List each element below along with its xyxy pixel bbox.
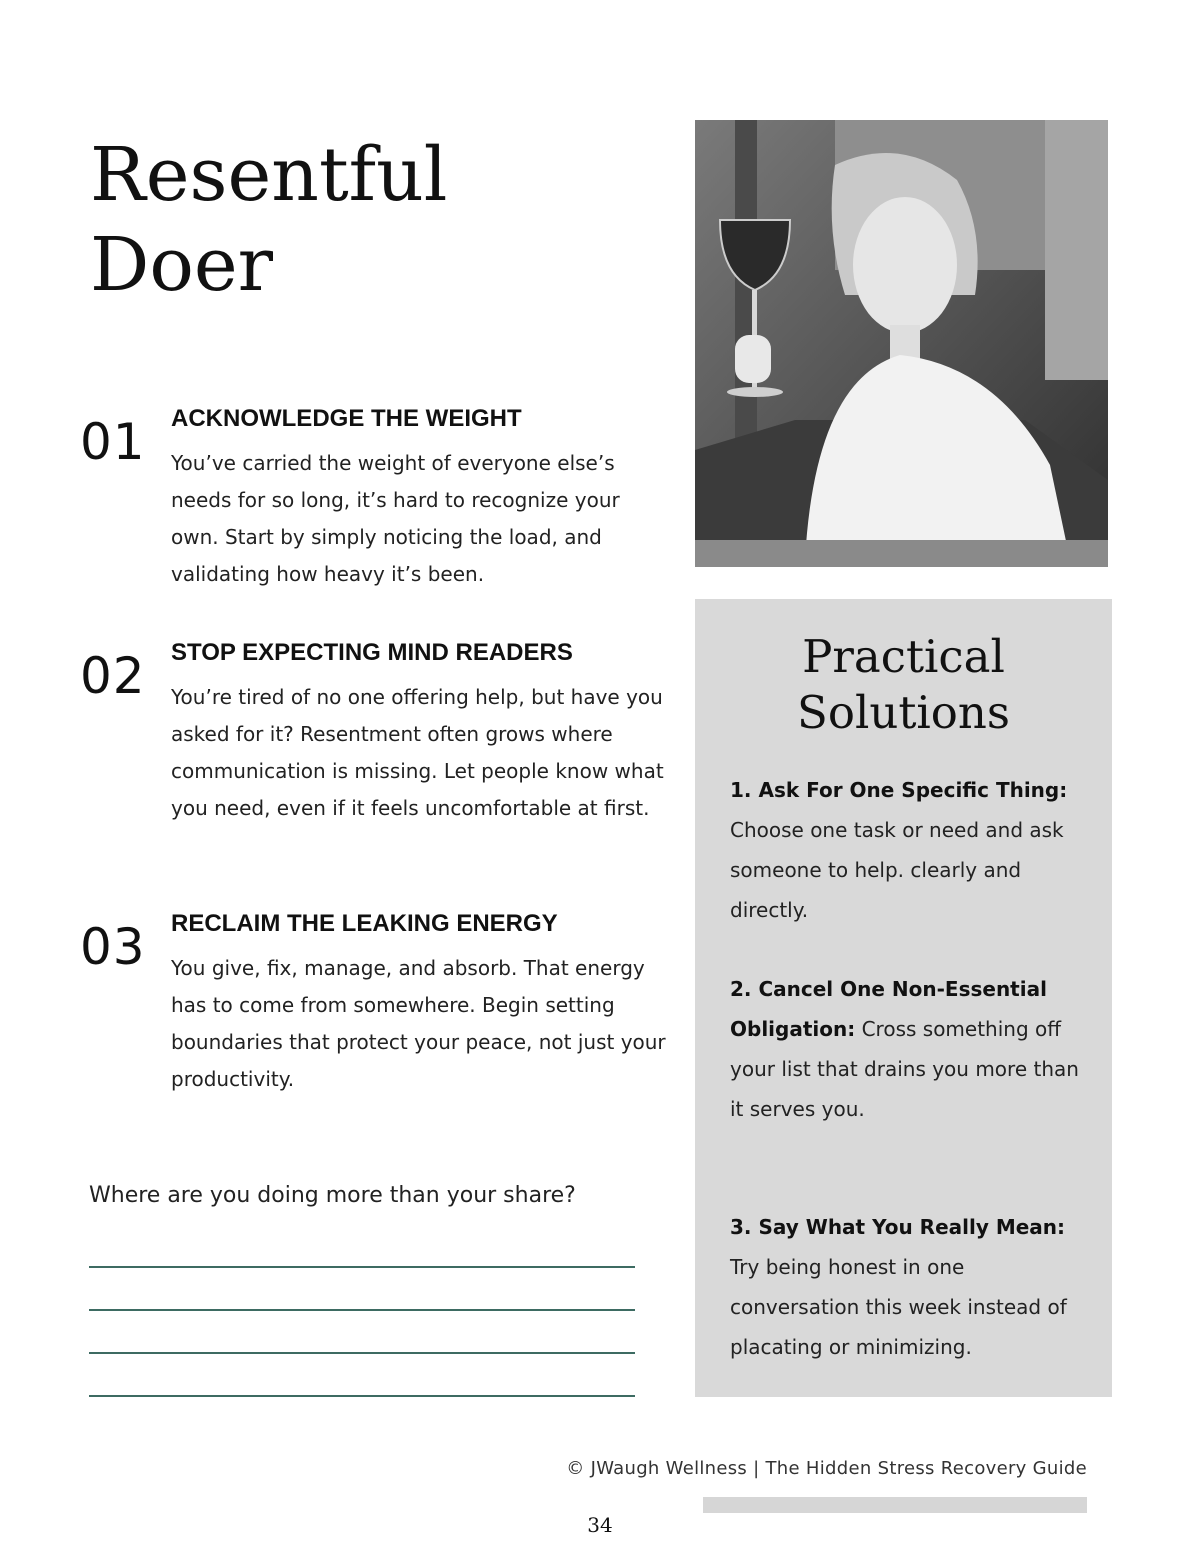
solution-text: Cross something off your list that drains you more than it serves you. <box>730 1017 1079 1121</box>
footer-bar <box>703 1497 1087 1513</box>
footer-copyright: © JWaugh Wellness | The Hidden Stress Recovery Guide <box>566 1458 1087 1479</box>
journal-line[interactable] <box>89 1395 635 1397</box>
solution-label: 2. Cancel One Non-Essential Obligation: <box>730 977 1047 1041</box>
woman-with-wine-glass-photo <box>695 120 1108 567</box>
step-body: You’ve carried the weight of everyone else’s needs for so long, it’s hard to recognize your own. Start by simply noticing the load, and validating how heavy it’s been. <box>171 451 620 586</box>
step-heading: STOP EXPECTING MIND READERS <box>171 639 573 666</box>
solution-item-3 <box>730 1207 1080 1367</box>
step-number: 03 <box>80 918 146 976</box>
title-line-1: Resentful <box>90 132 448 218</box>
page-number: 34 <box>587 1513 613 1537</box>
practical-solutions-panel <box>695 599 1112 1397</box>
step-heading: ACKNOWLEDGE THE WEIGHT <box>171 405 522 432</box>
solution-text: Choose one task or need and ask someone to help. clearly and directly. <box>730 818 1064 922</box>
journal-line[interactable] <box>89 1352 635 1354</box>
journal-line[interactable] <box>89 1266 635 1268</box>
step-body: You give, fix, manage, and absorb. That energy has to come from somewhere. Begin setting boundaries that protect your peace, not just your productivity. <box>171 956 666 1091</box>
page-title <box>90 130 447 310</box>
panel-title-line-1: Practical <box>802 630 1005 683</box>
solution-text: Try being honest in one conversation this week instead of placating or minimizing. <box>730 1255 1067 1359</box>
step-number: 02 <box>80 647 146 705</box>
solution-label: 3. Say What You Really Mean: <box>730 1215 1066 1239</box>
step-number: 01 <box>80 413 146 471</box>
journal-line[interactable] <box>89 1309 635 1311</box>
panel-title <box>695 629 1112 741</box>
solution-item-1 <box>730 770 1080 930</box>
title-line-2: Doer <box>90 222 274 308</box>
step-body: You’re tired of no one offering help, but have you asked for it? Resentment often grows where communication is missing. Let people know what you need, even if it feels uncomfortable at first. <box>171 685 664 820</box>
panel-title-line-2: Solutions <box>797 686 1010 739</box>
solution-label: 1. Ask For One Specific Thing: <box>730 778 1068 802</box>
journal-question: Where are you doing more than your share? <box>89 1183 576 1208</box>
step-heading: RECLAIM THE LEAKING ENERGY <box>171 910 558 937</box>
solution-item-2 <box>730 969 1080 1129</box>
